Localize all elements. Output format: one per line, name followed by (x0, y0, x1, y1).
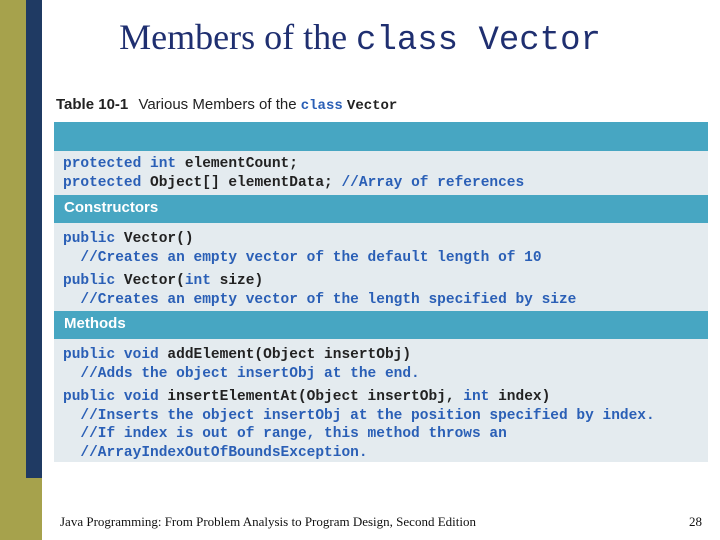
code-text: Vector( (115, 273, 185, 289)
code-keyword: public void (63, 347, 159, 363)
members-table (54, 122, 708, 462)
methods-band (54, 311, 708, 339)
code-line (63, 346, 411, 365)
code-text: Vector() (115, 231, 194, 247)
code-line (63, 272, 263, 291)
table-caption (56, 96, 397, 114)
code-comment-line (63, 291, 576, 310)
code-keyword: protected (63, 174, 142, 191)
code-text: addElement(Object insertObj) (158, 347, 412, 363)
code-text: insertElementAt(Object insertObj, (158, 389, 464, 405)
code-line (63, 230, 194, 249)
fields-row (54, 152, 708, 194)
code-keyword: //Creates an empty vector of the default length of 10 (63, 249, 542, 266)
left-bar-bottom (26, 478, 42, 540)
code-comment-line (63, 365, 420, 384)
code-text: Object[] elementData; (141, 174, 342, 191)
code-keyword: int (463, 389, 490, 405)
method-row (54, 383, 708, 462)
table-header-band (54, 122, 708, 151)
code-comment-line (63, 425, 507, 444)
code-comment-line (63, 444, 368, 463)
constructor-row (54, 267, 708, 309)
code-text: size) (210, 273, 264, 289)
code-text: elementCount; (176, 156, 298, 172)
code-comment-line (63, 249, 542, 268)
left-accent-bar (0, 0, 26, 540)
code-keyword: //Inserts the object insertObj at the position specified by index. (63, 407, 655, 424)
field-line (63, 155, 298, 174)
table-caption-text: Various Members of the (138, 96, 297, 113)
method-row (54, 340, 708, 382)
constructors-heading: Constructors (64, 199, 159, 216)
code-line (63, 388, 550, 407)
code-keyword: //Adds the object insertObj at the end. (63, 365, 420, 382)
slide-footer: Java Programming: From Problem Analysis to Program Design, Second Edition (60, 514, 476, 529)
page-number: 28 (689, 514, 702, 529)
code-keyword: public (63, 273, 116, 289)
constructor-row (54, 224, 708, 266)
code-text: index) (489, 389, 551, 405)
slide-title-text: Members of the (119, 17, 348, 57)
code-keyword: //Creates an empty vector of the length specified by size (63, 291, 577, 308)
methods-heading: Methods (64, 315, 126, 332)
slide-title (0, 14, 720, 64)
code-keyword: //ArrayIndexOutOfBoundsException. (63, 444, 368, 461)
constructors-band (54, 195, 708, 223)
slide-title-code: class Vector (356, 22, 601, 60)
left-navy-bar (26, 0, 42, 540)
code-keyword: int (184, 273, 211, 289)
code-keyword: //Array of references (341, 174, 525, 191)
table-caption-keyword: class (300, 98, 343, 114)
code-keyword: //If index is out of range, this method throws an (63, 426, 507, 442)
code-keyword: public (63, 231, 116, 247)
field-line (63, 174, 524, 193)
code-comment-line (63, 407, 655, 426)
code-keyword: public void (63, 389, 159, 405)
table-number: Table 10-1 (56, 96, 129, 113)
code-keyword: protected int (63, 156, 177, 172)
table-caption-classname: Vector (346, 98, 398, 114)
